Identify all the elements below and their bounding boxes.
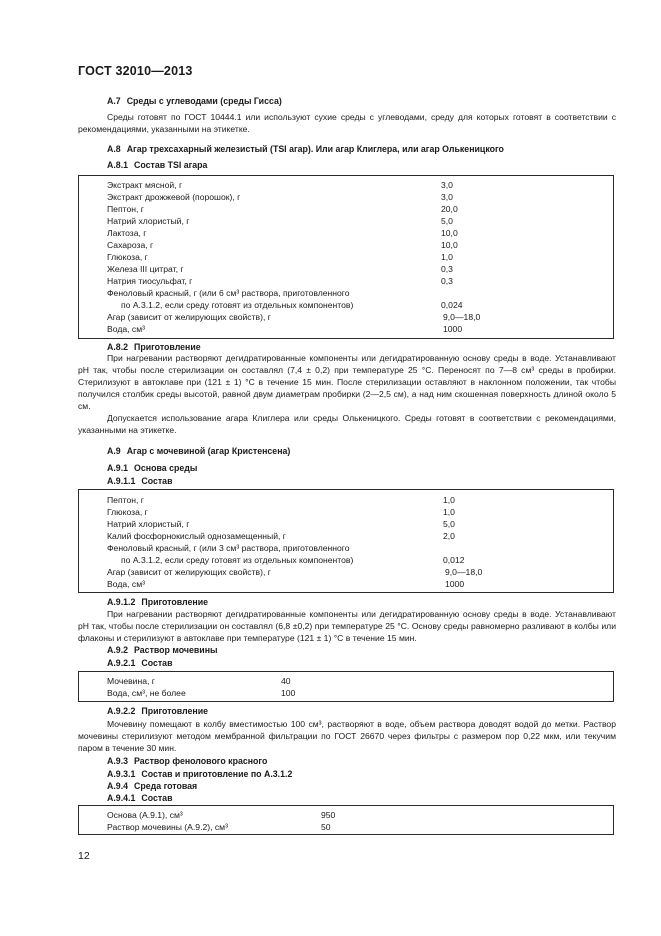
section-number: А.9.2.2 bbox=[107, 706, 136, 716]
subsection-heading-a9-1-2 bbox=[107, 597, 208, 607]
page-number: 12 bbox=[78, 850, 90, 862]
section-heading-a8 bbox=[107, 144, 504, 154]
section-number: А.9.4 bbox=[107, 781, 129, 791]
section-title: Состав и приготовление по А.3.1.2 bbox=[141, 769, 293, 779]
paragraph: Мочевину помещают в колбу вместимостью 100 см³, растворяют в воде, объем раствора доводят водой до метки. Раствор мочевины стерилизуют методом мембранной фильтрации по ГОСТ 26670 через фильтры с размером пор 0,22 мкм, или текучим паром в течение 30 мин. bbox=[78, 719, 616, 753]
subsection-heading-a9-2-1 bbox=[107, 658, 173, 668]
section-number: А.7 bbox=[107, 96, 121, 106]
section-number: А.9.3 bbox=[107, 756, 129, 766]
section-number: А.9.1.2 bbox=[107, 597, 136, 607]
composition-table-urea-solution: Мочевина, г 40 Вода, см³, не более 100 bbox=[78, 671, 614, 702]
subsection-heading-a9-4 bbox=[107, 781, 197, 791]
section-title: Основа среды bbox=[134, 463, 198, 473]
subsection-heading-a9-3 bbox=[107, 756, 267, 766]
section-text-a9-1-2 bbox=[78, 608, 616, 644]
section-number: А.8 bbox=[107, 144, 121, 154]
section-text-a9-2-2 bbox=[78, 718, 616, 754]
document-header: ГОСТ 32010—2013 bbox=[78, 64, 193, 78]
subsection-heading-a9-2-2 bbox=[107, 706, 208, 716]
composition-table-ready-medium: Основа (А.9.1), см³ 950 Раствор мочевины (А.9.2), см³ 50 bbox=[78, 805, 614, 835]
subsection-heading-a9-2 bbox=[107, 645, 218, 655]
section-number: А.9 bbox=[107, 446, 121, 456]
paragraph: При нагревании растворяют дегидратированные компоненты или дегидратированную основу среды в воде. Устанавливают рН так, чтобы после стерилизации он составлял (7,4 ± 0,2) при температуре 25 °С. Переносят по 7—8 см³ среды в пробирки. Стерилизуют в автоклаве при (121 ± 1) °С в течение 15 мин. После стерилизации оставляют в наклонном положении, так чтобы получился столбик среды высотой, равной двум диаметрам пробирки (2—2,5 см), а над ним скошенная поверхность длиной около 5 см. bbox=[78, 353, 616, 411]
section-title: Приготовление bbox=[141, 706, 209, 716]
section-number: А.9.2.1 bbox=[107, 658, 136, 668]
section-title: Агар с мочевиной (агар Кристенсена) bbox=[126, 446, 291, 456]
composition-table-tsi: Экстракт мясной, г 3,0 Экстракт дрожжевой (порошок), г 3,0 Пептон, г 20,0 Натрий хлористый, г 5,0 Лактоза, г 10,0 Сахароза, г 10,0 Глюкоза, г 1,0 Железа III цитрат, г 0,3 Натрия тиосульфат, г 0,3 Феноловый красный, г (или 6 см³ раствора, приготовленного по А.3.1.2, если среду готовят из отдельных компонентов) 0,024 Агар (зависит от желирующих свойств), г 9,0—18,0 Вода, см³ 1000 bbox=[78, 175, 614, 339]
section-number: А.8.1 bbox=[107, 160, 129, 170]
section-title: Раствор фенолового красного bbox=[134, 756, 268, 766]
section-heading-a9 bbox=[107, 446, 290, 456]
section-title: Состав bbox=[141, 476, 173, 486]
section-title: Среды с углеводами (среды Гисса) bbox=[126, 96, 282, 106]
section-number: А.9.1 bbox=[107, 463, 129, 473]
composition-table-urea-base: Пептон, г 1,0 Глюкоза, г 1,0 Натрий хлористый, г 5,0 Калий фосфорнокислый однозамещенный, г 2,0 Феноловый красный, г (или 3 см³ раствора, приготовленного по А.3.1.2, если среду готовят из отдельных компонентов) 0,012 Агар (зависит от желирующих свойств), г 9,0—18,0 Вода, см³ 1000 bbox=[78, 489, 614, 593]
subsection-heading-a8-2 bbox=[107, 342, 201, 352]
subsection-heading-a9-3-1 bbox=[107, 769, 292, 779]
section-text-a8-2 bbox=[78, 352, 616, 436]
subsection-heading-a9-1 bbox=[107, 463, 197, 473]
section-number: А.9.4.1 bbox=[107, 793, 136, 803]
paragraph: Среды готовят по ГОСТ 10444.1 или используют сухие среды с углеводами, среду для которых готовят в соответствии с рекомендациями, указанными на этикетке. bbox=[78, 112, 616, 134]
section-title: Приготовление bbox=[141, 597, 209, 607]
subsection-heading-a8-1 bbox=[107, 160, 207, 170]
section-number: А.9.3.1 bbox=[107, 769, 136, 779]
section-title: Состав bbox=[141, 658, 173, 668]
section-number: А.9.1.1 bbox=[107, 476, 136, 486]
paragraph: Допускается использование агара Клиглера или среды Олькеницкого. Среды готовят в соответствии с рекомендациями, указанными на этикетке. bbox=[78, 413, 616, 435]
section-title: Состав bbox=[141, 793, 173, 803]
section-title: Среда готовая bbox=[134, 781, 198, 791]
section-number: А.9.2 bbox=[107, 645, 129, 655]
subsection-heading-a9-1-1 bbox=[107, 476, 173, 486]
section-number: А.8.2 bbox=[107, 342, 129, 352]
section-title: Состав TSI агара bbox=[134, 160, 208, 170]
section-title: Агар трехсахарный железистый (TSI агар). Или агар Клиглера, или агар Олькеницкого bbox=[126, 144, 504, 154]
section-text-a7 bbox=[78, 111, 616, 135]
section-title: Приготовление bbox=[134, 342, 201, 352]
paragraph: При нагревании растворяют дегидратированные компоненты или дегидратированную основу среды в воде. Устанавливают рН так, чтобы после стерилизации он составлял (6,8 ±0,2) при температуре 25 °С. Основу среды равномерно разливают в колбы или флаконы и стерилизуют в автоклаве при температуре (121 ± 1) °С в течение 15 мин. bbox=[78, 609, 616, 643]
section-heading-a7 bbox=[107, 96, 282, 106]
section-title: Раствор мочевины bbox=[134, 645, 218, 655]
subsection-heading-a9-4-1 bbox=[107, 793, 173, 803]
